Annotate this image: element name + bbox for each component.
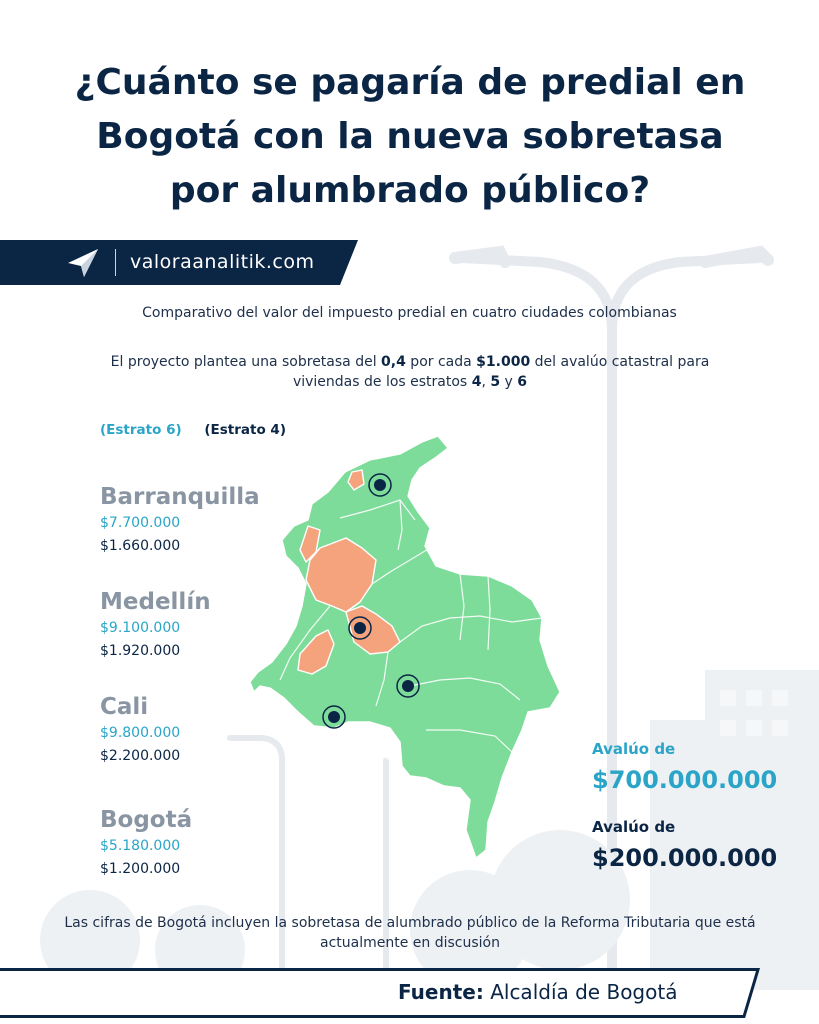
desc-amount: $1.000 [476,354,531,370]
legend-estrato-6: (Estrato 6) [100,422,182,438]
value-estrato-4: $1.660.000 [100,538,181,554]
desc-estrato-5: 5 [490,374,501,390]
avaluo-estrato-4 [592,818,777,872]
desc-rate: 0,4 [381,354,406,370]
avaluo-estrato-6 [592,740,777,794]
description [110,352,710,392]
brand-separator [115,249,116,276]
city-medellin [100,588,300,661]
value-estrato-6: $9.800.000 [100,725,181,741]
footnote: Las cifras de Bogotá incluyen la sobretasa de alumbrado público de la Reforma Tributaria que está actualmente en discusión [64,915,756,951]
desc-estrato-6: 6 [517,374,528,390]
desc-part-3: del avalúo catastral para viviendas de los estratos [292,354,710,390]
value-estrato-4: $1.920.000 [100,643,181,659]
brand-banner [0,240,360,285]
avaluo-label: Avalúo de [592,740,676,758]
legend-estrato-4: (Estrato 4) [204,422,286,438]
desc-estrato-4: 4 [471,374,482,390]
subtitle: Comparativo del valor del impuesto predial en cuatro ciudades colombianas [142,305,677,321]
page-title: ¿Cuánto se pagaría de predial en Bogotá con la nueva sobretasa por alumbrado público? [74,62,746,211]
desc-sep-1: , [481,374,491,390]
source-credit [398,980,677,1004]
value-estrato-6: $5.180.000 [100,838,181,854]
city-name: Barranquilla [100,484,260,510]
source-label: Fuente: [398,980,484,1004]
avaluo-value: $200.000.000 [592,844,778,872]
city-barranquilla [100,483,300,556]
desc-part-2: por cada [405,354,477,370]
brand-site-link[interactable]: valoraanalitik.com [130,251,315,273]
paper-plane-icon [66,247,100,279]
colombia-map [250,430,610,870]
avaluo-value: $700.000.000 [592,766,778,794]
value-estrato-4: $1.200.000 [100,861,181,877]
desc-sep-2: y [500,374,518,390]
value-estrato-6: $9.100.000 [100,620,181,636]
source-bar [0,968,819,1018]
city-cali [100,693,300,766]
value-estrato-6: $7.700.000 [100,515,181,531]
desc-part-1: El proyecto plantea una sobretasa del [110,354,382,370]
value-estrato-4: $2.200.000 [100,748,181,764]
city-name: Medellín [100,589,211,615]
city-bogota [100,806,300,879]
city-name: Cali [100,694,149,720]
avaluo-label: Avalúo de [592,818,676,836]
city-name: Bogotá [100,807,193,833]
source-value: Alcaldía de Bogotá [483,980,678,1004]
